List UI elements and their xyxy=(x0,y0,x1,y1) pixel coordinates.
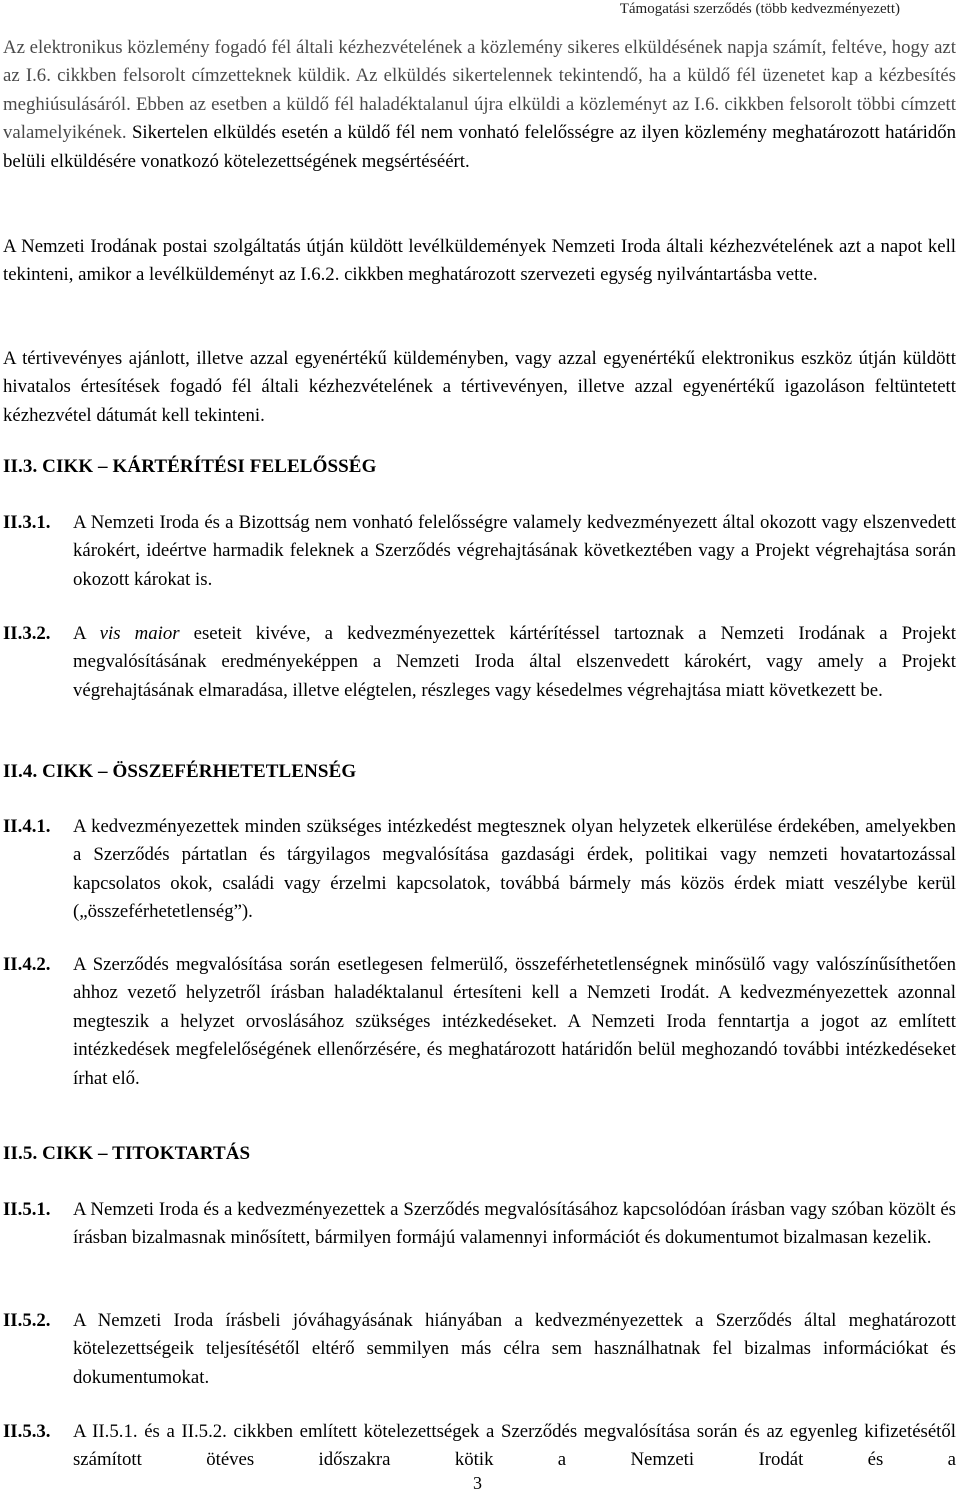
clause-ii-3-1 xyxy=(3,509,956,594)
clause-number: II.4.2. xyxy=(3,954,51,975)
clause-text-post: eseteit kivéve, a kedvezményezettek kártérítéssel tartoznak a Nemzeti Irodának a Projekt megvalósításának eredményeképpen a Nemzeti Iroda által elszenvedett károkért, vagy amely a Projekt végrehajtásának elmaradása, illetve elégtelen, részleges vagy késedelmes végrehajtása miatt következett be. xyxy=(73,623,956,701)
clause-ii-5-3 xyxy=(3,1418,956,1475)
clause-text xyxy=(73,620,956,705)
clause-ii-4-2 xyxy=(3,951,956,1093)
heading-conflict-of-interest: II.4. CIKK – ÖSSZEFÉRHETETLENSÉG xyxy=(3,761,357,782)
paragraph-electronic-notice-gray-text: Az elektronikus közlemény fogadó fél általi kézhezvételének a közlemény sikeres elküldésének napja számít, feltéve, hogy azt az I.6. cikkben felsorolt címzetteknek küldik. Az elküldés sikertelennek tekintendő, ha a küldő fél üzenetet kap a kézbesítés meghiúsulásáról. Ebben az esetben a küldő fél haladéktalanul újra elküldi a közleményt az I.6. cikkben felsorolt többi címzett valamelyikének. xyxy=(3,37,956,144)
clause-text-italic: vis maior xyxy=(99,623,180,644)
clause-number: II.5.2. xyxy=(3,1310,51,1331)
running-header: Támogatási szerződés (több kedvezményezett) xyxy=(619,1,900,17)
clause-text: A kedvezményezettek minden szükséges intézkedést megtesznek olyan helyzetek elkerülése érdekében, amelyekben a Szerződés pártatlan és tárgyilagos megvalósítása gazdasági érdek, politikai vagy nemzeti hovatartozással kapcsolatos okok, családi vagy érzelmi kapcsolatok, továbbá bármely más közös érdek miatt veszélybe kerül („összeférhetetlenség”). xyxy=(73,816,956,923)
clause-number: II.4.1. xyxy=(3,816,51,837)
clause-text: A Szerződés megvalósítása során esetlegesen felmerülő, összeférhetetlenségnek minősülő vagy valószínűsíthetően ahhoz vezető helyzetről írásban haladéktalanul értesíteni kell a Nemzeti Irodát. A kedvezményezettek azonnal megteszik a helyzet orvoslásához szükséges intézkedéseket. A Nemzeti Iroda fenntartja a jogot az említett intézkedések megfelelőségének ellenőrzésére, és meghatározott határidőn belül meghozandó további intézkedéseket írhat elő. xyxy=(73,954,956,1089)
paragraph-registered-mail: A tértivevényes ajánlott, illetve azzal egyenértékű küldeményben, vagy azzal egyenértékű elektronikus eszköz útján küldött hivatalos értesítések fogadó fél általi kézhezvételének a tértivevényen, illetve azzal egyenértékű igazoláson feltüntetett kézhezvétel dátumát kell tekinteni. xyxy=(3,348,956,426)
clause-text: A Nemzeti Iroda és a kedvezményezettek a Szerződés megvalósításához kapcsolódóan írásban vagy szóban közölt és írásban bizalmasnak minősített, bármilyen formájú valamennyi információt és dokumentumot bizalmasan kezelik. xyxy=(73,1199,956,1249)
page-number: 3 xyxy=(473,1473,482,1493)
clause-text: A Nemzeti Iroda és a Bizottság nem vonható felelősségre valamely kedvezményezett által okozott vagy elszenvedett károkért, ideértve harmadik feleknek a Szerződés végrehajtásának következtében vagy a Projekt végrehajtása során okozott károkat is. xyxy=(73,512,956,590)
clause-ii-3-2 xyxy=(3,620,956,705)
clause-text-pre: A xyxy=(73,623,100,644)
clause-number: II.3.2. xyxy=(3,623,51,644)
clause-ii-4-1 xyxy=(3,813,956,927)
heading-liability: II.3. CIKK – KÁRTÉRÍTÉSI FELELŐSSÉG xyxy=(3,456,377,477)
clause-ii-5-2 xyxy=(3,1307,956,1392)
clause-text: A Nemzeti Iroda írásbeli jóváhagyásának hiányában a kedvezményezettek a Szerződés által meghatározott kötelezettségeik teljesítésétől eltérő semmilyen más célra sem használhatnak fel bizalmas információkat és dokumentumokat. xyxy=(73,1310,956,1388)
clause-number: II.3.1. xyxy=(3,512,51,533)
clause-number: II.5.1. xyxy=(3,1199,51,1220)
paragraph-postal-notice: A Nemzeti Irodának postai szolgáltatás útján küldött levélküldemények Nemzeti Iroda általi kézhezvételének azt a napot kell tekinteni, amikor a levélküldeményt az I.6.2. cikkben meghatározott szervezeti egység nyilvántartásba vette. xyxy=(3,236,956,286)
paragraph-electronic-notice-text: Sikertelen elküldés esetén a küldő fél nem vonható felelősségre az ilyen közlemény meghatározott határidőn belüli elküldésére vonatkozó kötelezettségének megsértéséért. xyxy=(3,122,956,172)
clause-text: A II.5.1. és a II.5.2. cikkben említett kötelezettségek a Szerződés megvalósítása során és az egyenleg kifizetésétől számított ötéves időszakra kötik a Nemzeti Irodát és a xyxy=(73,1421,956,1471)
paragraph-electronic-notice xyxy=(3,34,956,176)
clause-ii-5-1 xyxy=(3,1196,956,1253)
clause-number: II.5.3. xyxy=(3,1421,51,1442)
heading-confidentiality: II.5. CIKK – TITOKTARTÁS xyxy=(3,1143,251,1164)
